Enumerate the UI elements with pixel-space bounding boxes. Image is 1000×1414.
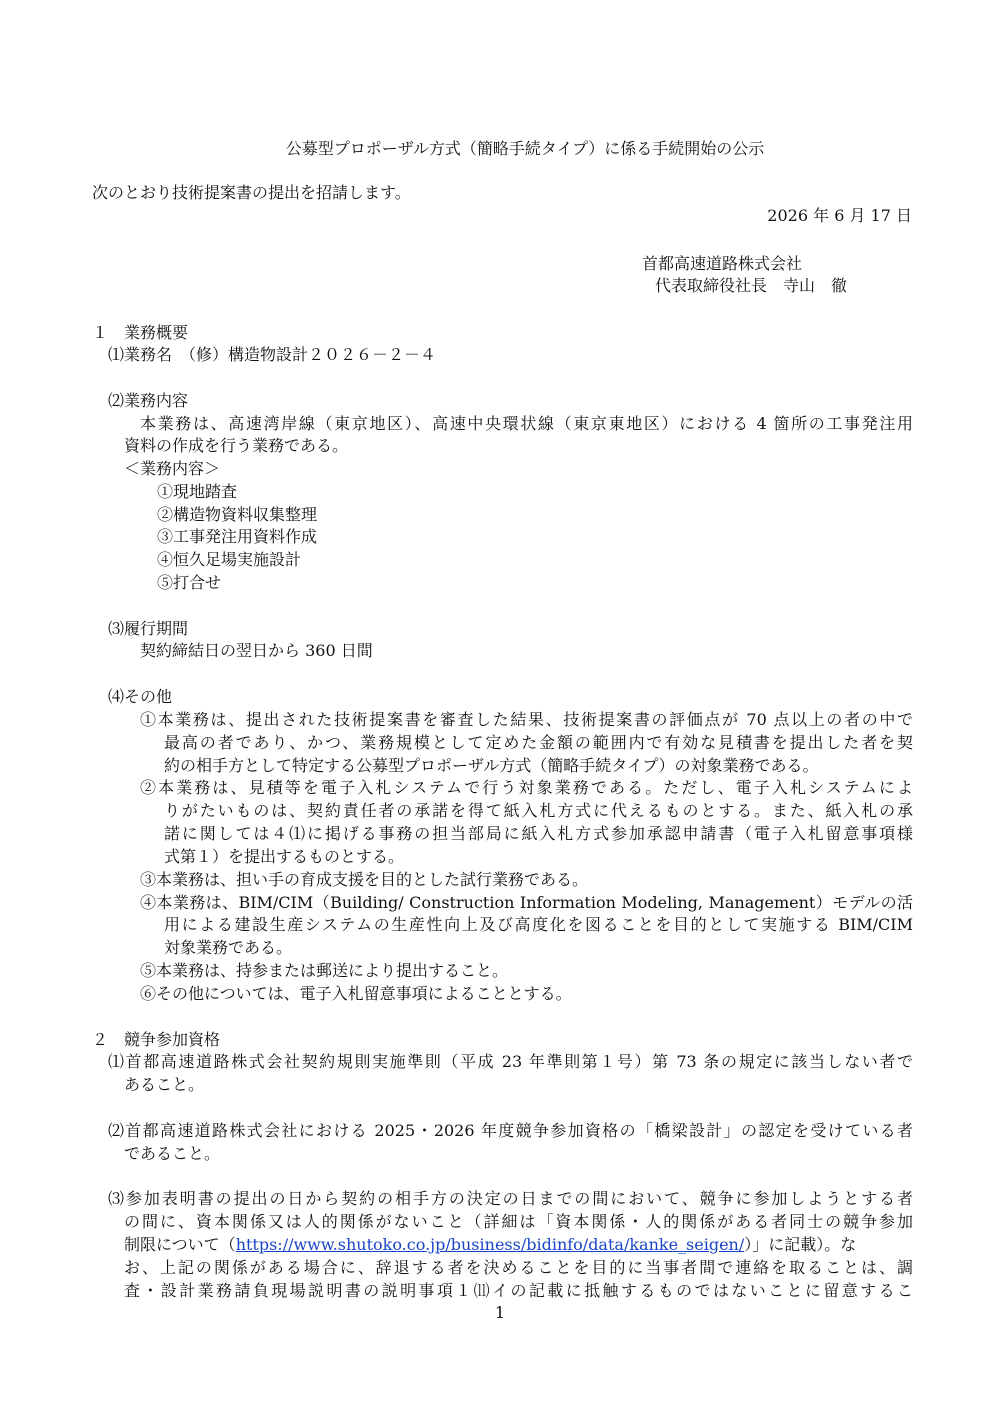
list-item: ①現地踏査 [157,482,238,501]
list-item: ⑤打合せ [157,573,222,592]
qualification-item-3-cont [124,1234,856,1257]
others-item-2-cont: 諾に関しては４⑴に掲げる事務の担当部局に紙入札方式参加承認申請書（電子入札留意事項様 [164,824,913,843]
performance-period-text: 契約締結日の翌日から 360 日間 [140,641,373,660]
others-item-1-cont: 約の相手方として特定する公募型プロポーザル方式（簡略手続タイプ）の対象業務である。 [164,756,819,775]
section-1-heading: １ 業務概要 [92,323,189,342]
issuer-company: 首都高速道路株式会社 [642,254,803,273]
qualification-item-1-cont: あること。 [124,1075,205,1094]
business-content-list-heading: ＜業務内容＞ [124,459,221,478]
business-name: ⑴業務名 （修）構造物設計２０２６－２－４ [108,345,437,364]
list-item: ④恒久足場実施設計 [157,550,302,569]
performance-period-heading: ⑶履行期間 [108,619,189,638]
section-2-heading: ２ 競争参加資格 [92,1030,221,1049]
others-item-1-cont: 最高の者であり、かつ、業務規模として定めた金額の範囲内で有効な見積書を提出した者を契 [164,733,913,752]
qualification-item-3-cont: 査・設計業務請負現場説明書の説明事項１⑾イの記載に抵触するものではないことに留意するこ [124,1281,913,1300]
issuer-representative: 代表取締役社長 寺山 徹 [655,276,848,295]
others-item-2: ②本業務は、見積等を電子入札システムで行う対象業務である。ただし、電子入札システムによ [140,778,913,797]
others-item-2-cont: りがたいものは、契約責任者の承諾を得て紙入札方式に代えるものとする。また、紙入札の承 [164,801,913,820]
business-content-text: 本業務は、高速湾岸線（東京地区）、高速中央環状線（東京東地区）における 4 箇所の工事発注用 [140,414,913,433]
qualification-item-3: ⑶参加表明書の提出の日から契約の相手方の決定の日までの間において、競争に参加しようとする者 [108,1189,913,1208]
qualification-link-suffix: ）」に記載）。な [744,1235,857,1254]
qualification-item-1: ⑴首都高速道路株式会社契約規則実施準則（平成 23 年準則第１号）第 73 条の規定に該当しない者で [108,1052,913,1071]
others-item-3: ③本業務は、担い手の育成支援を目的とした試行業務である。 [140,870,589,889]
issue-date: 2026 年 6 月 17 日 [767,206,912,225]
business-content-text-cont: 資料の作成を行う業務である。 [124,436,349,455]
page-number: 1 [494,1303,506,1322]
list-item: ③工事発注用資料作成 [157,527,318,546]
others-item-1: ①本業務は、提出された技術提案書を審査した結果、技術提案書の評価点が 70 点以上の者の中で [140,710,913,729]
qualification-item-3-cont: お、上記の関係がある場合に、辞退する者を決めることを目的に当事者間で連絡を取ることは、調 [124,1258,913,1277]
others-heading: ⑷その他 [108,687,173,706]
others-item-4-cont: 用による建設生産システムの生産性向上及び高度化を図ることを目的として実施する BIM/CIM [164,915,913,934]
others-item-4-cont: 対象業務である。 [164,938,293,957]
qualification-item-3-cont: の間に、資本関係又は人的関係がないこと（詳細は「資本関係・人的関係がある者同士の競争参加 [124,1212,913,1231]
others-item-6: ⑥その他については、電子入札留意事項によることとする。 [140,984,572,1003]
others-item-5: ⑤本業務は、持参または郵送により提出すること。 [140,961,509,980]
others-item-2-cont: 式第１）を提出するものとする。 [164,847,405,866]
qualification-link-prefix: 制限について（ [124,1235,236,1254]
qualification-item-2: ⑵首都高速道路株式会社における 2025・2026 年度競争参加資格の「橋梁設計」の認定を受けている者 [108,1121,913,1140]
others-item-4: ④本業務は、BIM/CIM（Building/ Construction Information Modeling, Management）モデルの活 [140,893,913,912]
kanke-seigen-link[interactable]: https://www.shutoko.co.jp/business/bidinfo/data/kanke_seigen/ [235,1235,745,1254]
intro-text: 次のとおり技術提案書の提出を招請します。 [92,183,411,202]
qualification-item-2-cont: であること。 [124,1144,221,1163]
list-item: ②構造物資料収集整理 [157,505,318,524]
business-content-heading: ⑵業務内容 [108,391,189,410]
document-title: 公募型プロポーザル方式（簡略手続タイプ）に係る手続開始の公示 [285,139,765,158]
